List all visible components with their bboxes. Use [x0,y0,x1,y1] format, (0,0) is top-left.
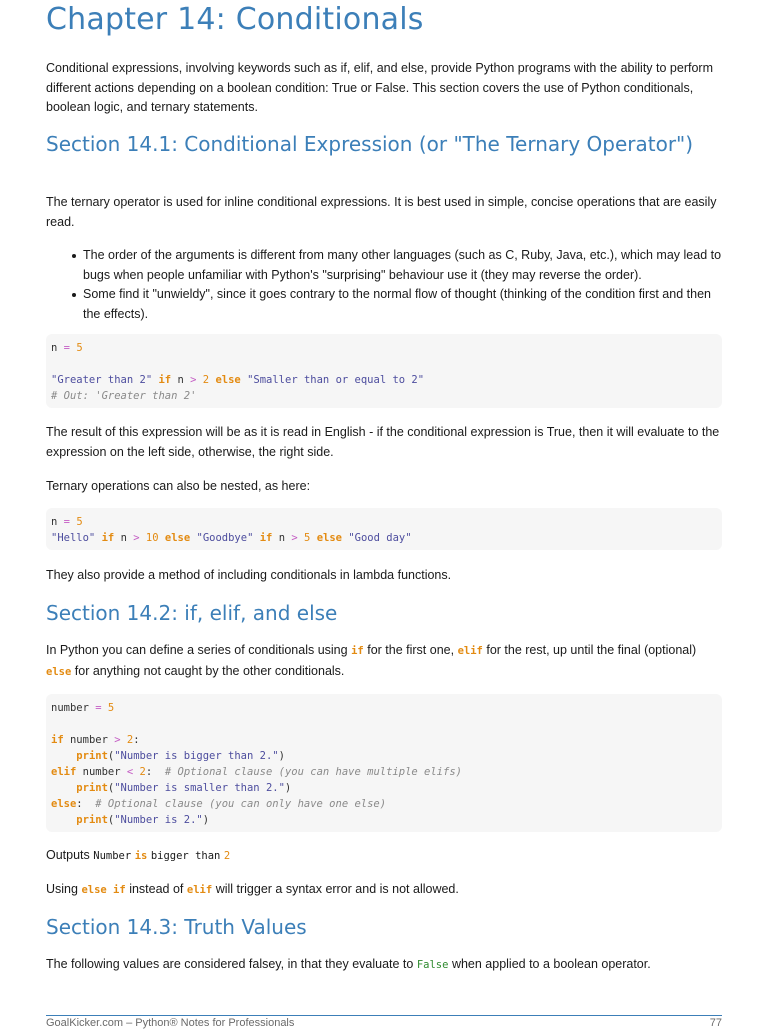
ternary-description: The ternary operator is used for inline conditional expressions. It is best used in simple, concise operations that are easily read. [46,195,717,229]
footer-source: GoalKicker.com – Python® Notes for Professionals [46,1017,295,1029]
nested-intro-paragraph: Ternary operations can also be nested, as here: [46,479,311,493]
intro-paragraph: Conditional expressions, involving keywords such as if, elif, and else, provide Python programs with the ability to perform different actions depending on a boolean condition: True or False. This section covers the use of Python conditionals, boolean logic, and ternary statements. [46,61,713,114]
code-block-if-elif-else: number = 5 if number > 2: print("Number is bigger than 2.") elif number < 2: # Optional clause (you can have multiple elifs) print("Number is smaller than 2.") else: # Optional clause (you can only have one else) print("Number is 2.") [46,694,722,832]
chapter-title: Chapter 14: Conditionals [46,2,424,37]
code-block-ternary: n = 5 "Greater than 2" if n > 2 else "Smaller than or equal to 2" # Out: 'Greater than 2' [46,334,722,408]
ternary-result-paragraph: The result of this expression will be as it is read in English - if the conditional expression is True, then it will evaluate to the expression on the left side, otherwise, the right side. [46,425,720,459]
ternary-bullet-list [46,246,723,324]
page-number: 77 [709,1017,722,1029]
if-elif-else-paragraph: In Python you can define a series of conditionals using if for the first one, elif for the rest, up until the final (optional) else for anything not caught by the other conditionals. [46,643,697,678]
lambda-paragraph: They also provide a method of including conditionals in lambda functions. [46,568,452,582]
truth-values-paragraph: The following values are considered falsey, in that they evaluate to False when applied to a boolean operator. [46,957,651,971]
else-if-warning-paragraph: Using else if instead of elif will trigger a syntax error and is not allowed. [46,882,459,896]
section-14-1-title: Section 14.1: Conditional Expression (or "The Ternary Operator") [46,132,694,156]
bullet-item: Some find it "unwieldy", since it goes contrary to the normal flow of thought (thinking of the condition first and then the effects). [83,285,723,324]
code-block-nested-ternary: n = 5 "Hello" if n > 10 else "Goodbye" if n > 5 else "Good day" [46,508,722,550]
bullet-item: The order of the arguments is different from many other languages (such as C, Ruby, Java, etc.), which may lead to bugs when people unfamiliar with Python's "surprising" behaviour use it (they may reverse the order). [83,246,723,285]
footer-divider [46,1015,722,1016]
section-14-3-title: Section 14.3: Truth Values [46,915,307,939]
section-14-2-title: Section 14.2: if, elif, and else [46,601,338,625]
outputs-paragraph: Outputs Number is bigger than 2 [46,848,231,862]
